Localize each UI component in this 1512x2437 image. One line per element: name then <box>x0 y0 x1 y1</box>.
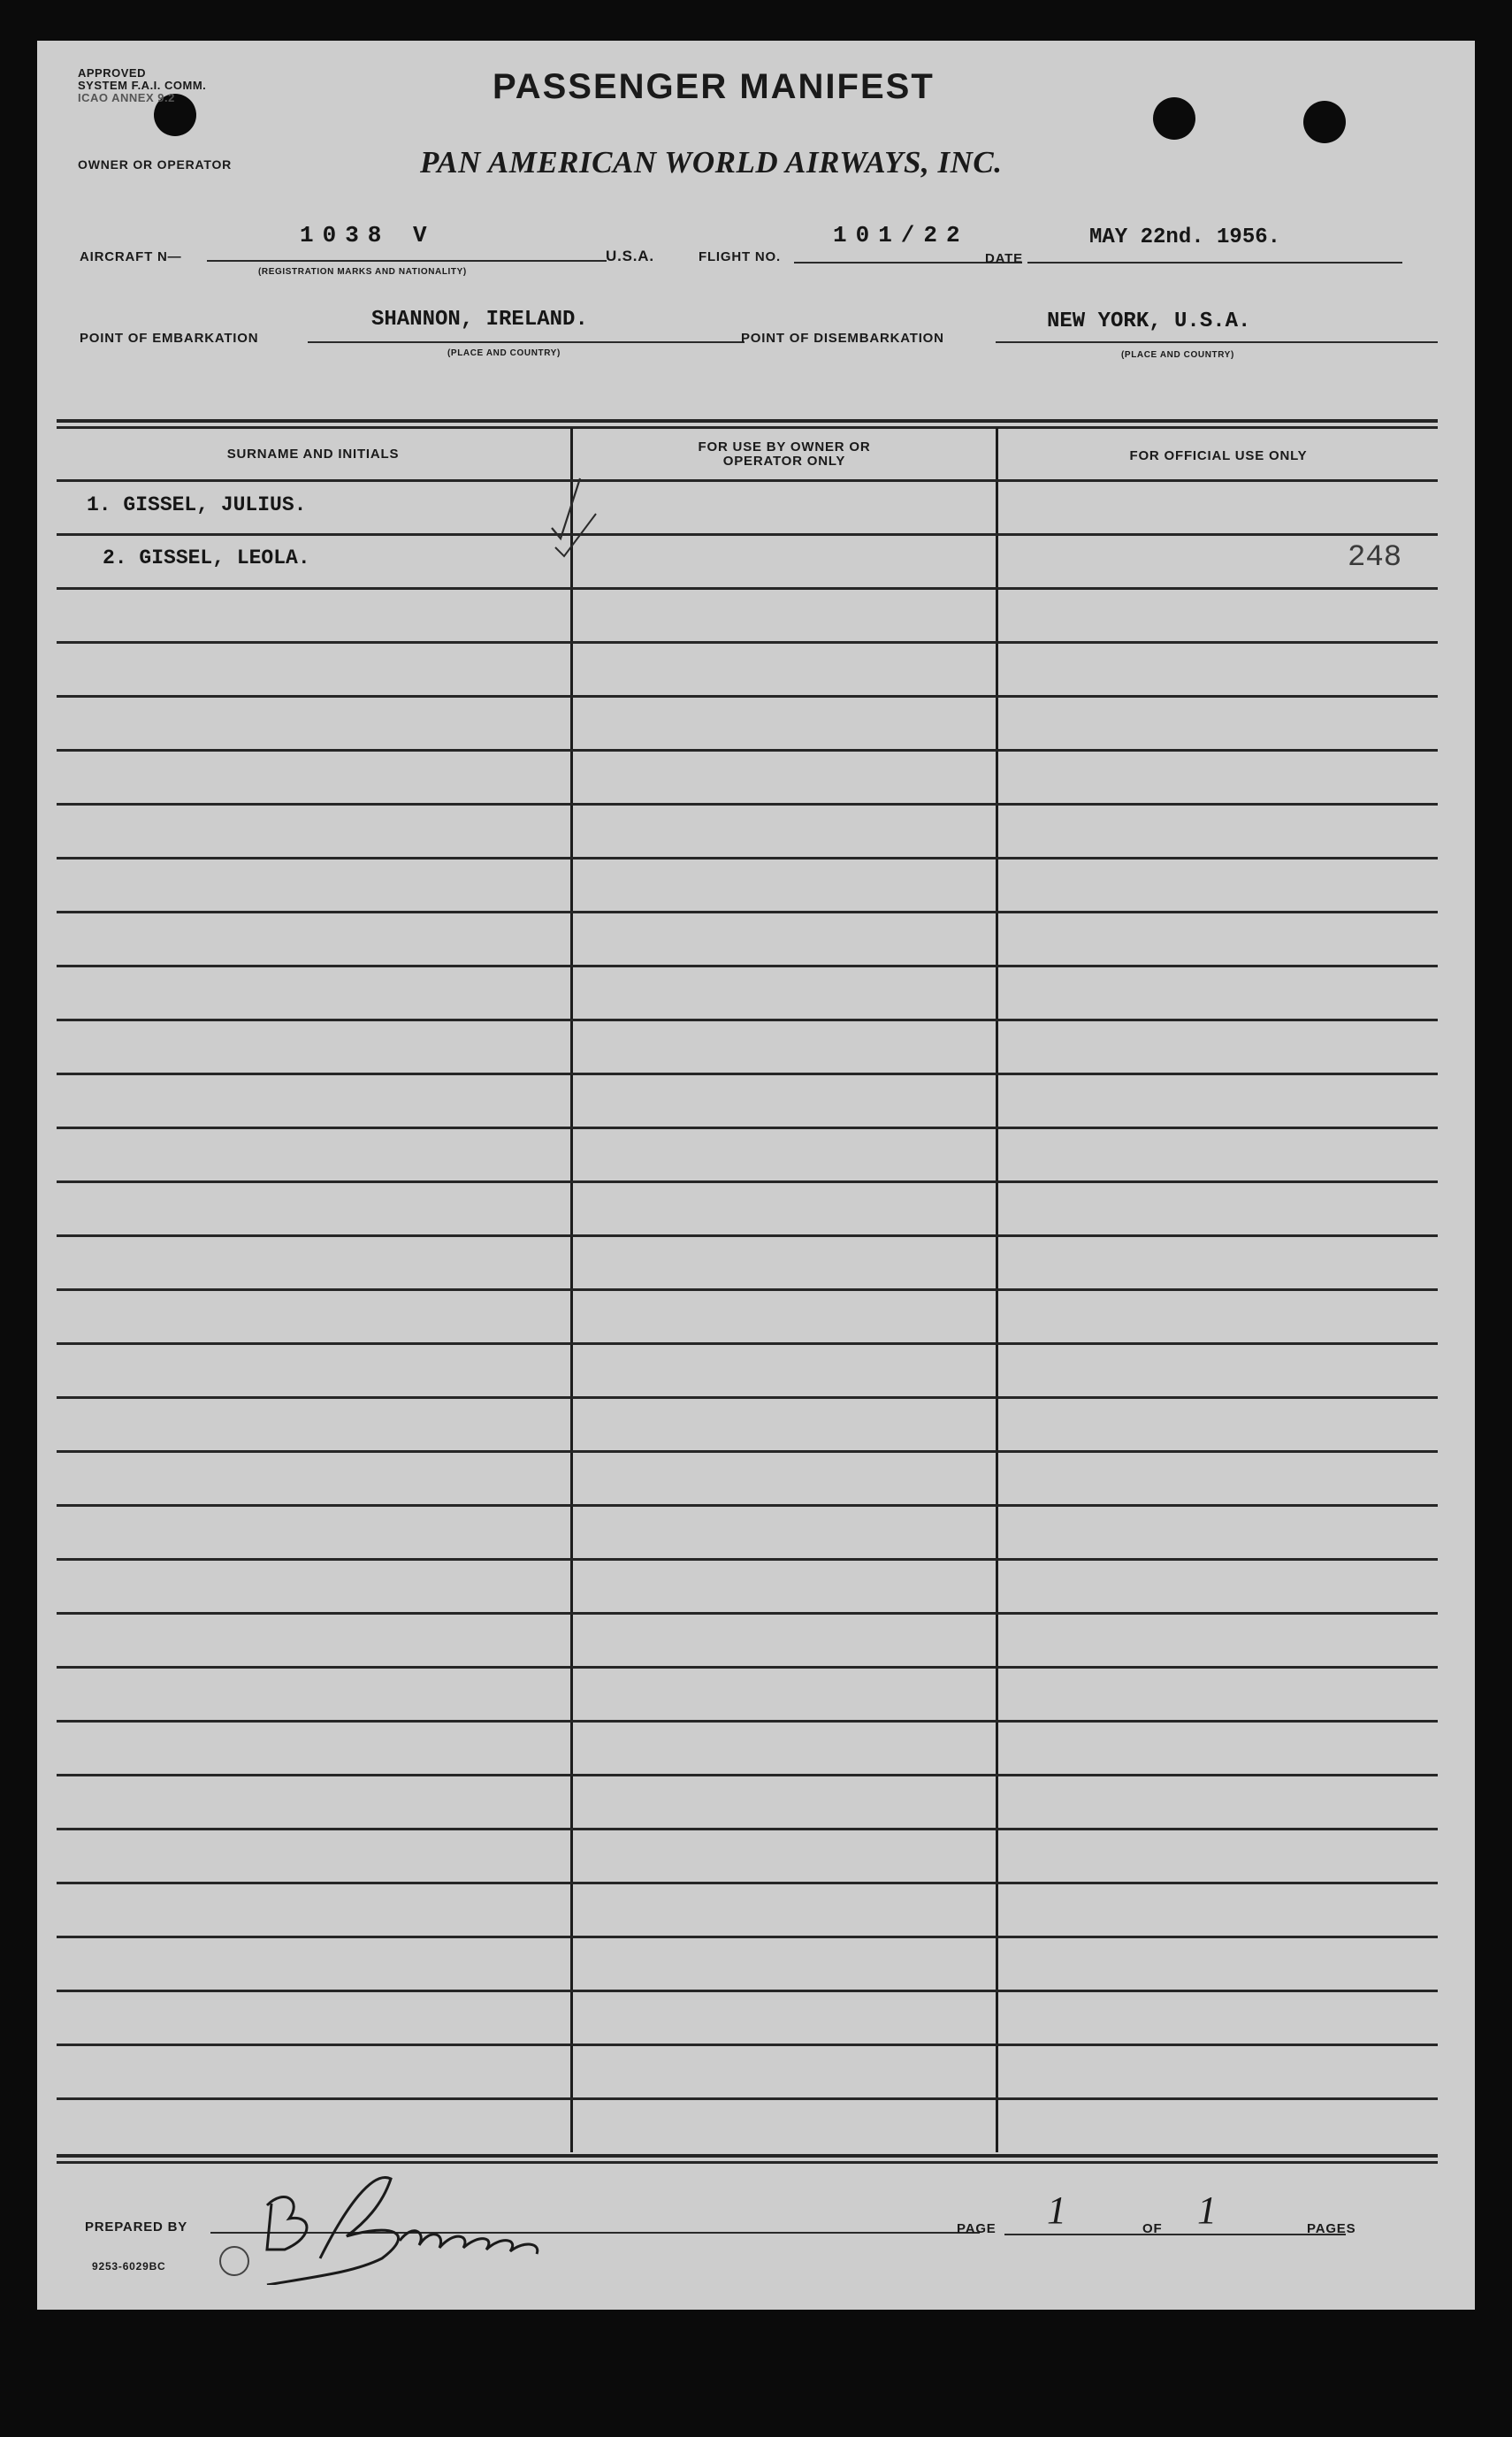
passenger-name: 1. GISSEL, JULIUS. <box>87 493 307 516</box>
flight-label: FLIGHT NO. <box>699 249 781 264</box>
page-label: PAGE <box>957 2221 997 2236</box>
prepared-by-label: PREPARED BY <box>85 2219 188 2235</box>
disembarkation-value: NEW YORK, U.S.A. <box>1047 309 1251 333</box>
table-row-line <box>57 1612 1438 1615</box>
table-row-line <box>57 749 1438 752</box>
union-label-icon <box>219 2246 249 2276</box>
embarkation-value: SHANNON, IRELAND. <box>371 308 588 332</box>
table-top-rule <box>57 419 1438 423</box>
embarkation-label: POINT OF EMBARKATION <box>80 331 259 346</box>
disembarkation-label: POINT OF DISEMBARKATION <box>741 331 944 346</box>
date-label: DATE <box>985 251 1023 266</box>
table-row-line <box>57 911 1438 913</box>
punch-hole <box>1153 97 1195 140</box>
check-mark <box>541 443 612 558</box>
table-row-line <box>57 1774 1438 1776</box>
flight-number: 101/22 <box>833 222 969 248</box>
official-entry: 248 <box>1348 541 1402 575</box>
table-row-line <box>57 1720 1438 1723</box>
table-row-line <box>57 1019 1438 1021</box>
column-header-owner: FOR USE BY OWNER OR OPERATOR ONLY <box>698 439 871 469</box>
embarkation-underline <box>308 341 745 343</box>
table-row-line <box>57 1828 1438 1830</box>
table-row-line <box>57 1342 1438 1345</box>
table-row-line <box>57 1666 1438 1669</box>
form-number: 9253-6029BC <box>92 2260 166 2273</box>
table-row-line <box>57 1558 1438 1561</box>
table-row-line <box>57 1180 1438 1183</box>
table-row-line <box>57 479 1438 482</box>
owner-label: OWNER OR OPERATOR <box>78 157 233 172</box>
table-row-line <box>57 533 1438 536</box>
table-row-line <box>57 1396 1438 1399</box>
form-title: PASSENGER MANIFEST <box>493 67 935 106</box>
date-underline <box>1027 262 1402 264</box>
total-pages: 1 <box>1197 2189 1217 2232</box>
table-row-line <box>57 1936 1438 1938</box>
of-label: OF <box>1142 2221 1163 2236</box>
table-row-line <box>57 1288 1438 1291</box>
table-row-line <box>57 1234 1438 1237</box>
table-row-line <box>57 857 1438 859</box>
table-row-line <box>57 965 1438 967</box>
aircraft-label: AIRCRAFT N— <box>80 249 182 264</box>
table-row-line <box>57 1990 1438 1992</box>
table-row-line <box>57 1882 1438 1884</box>
operator-name: PAN AMERICAN WORLD AIRWAYS, INC. <box>420 145 1003 180</box>
table-row-line <box>57 641 1438 644</box>
disembarkation-underline <box>996 341 1438 343</box>
aircraft-underline <box>207 260 607 262</box>
passenger-name: 2. GISSEL, LEOLA. <box>103 546 310 569</box>
nationality: U.S.A. <box>606 248 654 264</box>
table-row-line <box>57 1450 1438 1453</box>
table-top-rule <box>57 426 1438 429</box>
column-header-surname: SURNAME AND INITIALS <box>226 447 400 462</box>
embarkation-caption: (PLACE AND COUNTRY) <box>447 348 561 358</box>
column-header-official: FOR OFFICIAL USE ONLY <box>1129 448 1308 463</box>
page-number: 1 <box>1047 2189 1066 2232</box>
approval-stamp: APPROVED SYSTEM F.A.I. COMM. ICAO ANNEX 9.2 <box>78 66 207 104</box>
punch-hole <box>1303 101 1346 143</box>
table-row-line <box>57 1073 1438 1075</box>
table-row-line <box>57 2097 1438 2100</box>
disembarkation-caption: (PLACE AND COUNTRY) <box>1121 350 1234 360</box>
registration-caption: (REGISTRATION MARKS AND NATIONALITY) <box>258 267 467 277</box>
preparer-signature <box>214 2152 621 2285</box>
table-row-line <box>57 1127 1438 1129</box>
table-row-line <box>57 1504 1438 1507</box>
aircraft-number: 1038 V <box>300 222 436 248</box>
table-row-line <box>57 803 1438 806</box>
table-row-line <box>57 695 1438 698</box>
pages-label: PAGES <box>1307 2221 1356 2236</box>
table-row-line <box>57 2044 1438 2046</box>
manifest-sheet <box>37 41 1475 2310</box>
table-row-line <box>57 587 1438 590</box>
date-value: MAY 22nd. 1956. <box>1089 225 1281 249</box>
